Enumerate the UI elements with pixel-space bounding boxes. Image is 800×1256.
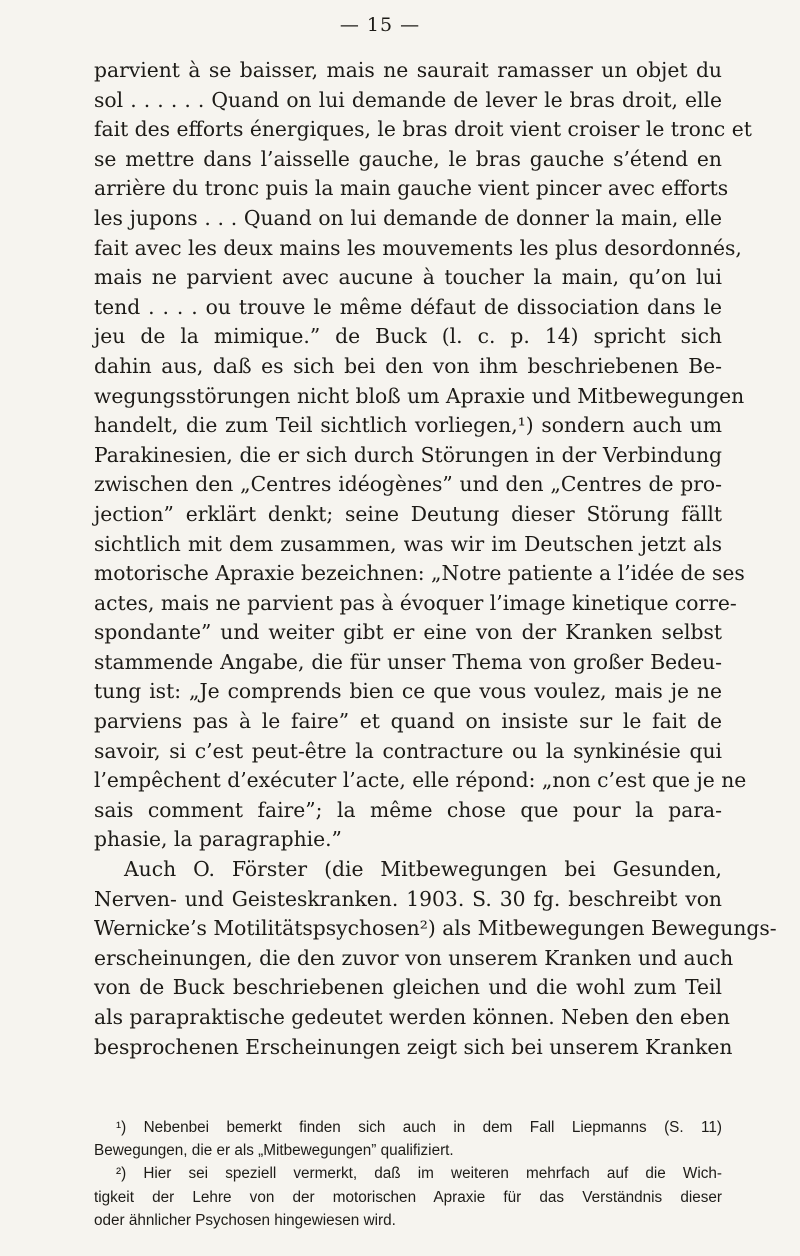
text-line: sais comment faire”; la même chose que pour la para- [94,797,722,822]
text-line: Wernicke’s Motilitätspsychosen²) als Mitbewegungen Bewegungs- [94,916,777,941]
text-line: phasie, la paragraphie.” [94,827,342,852]
text-line: zwischen den „Centres idéogènes” und den „Centres de pro- [94,472,722,497]
text-line: les jupons . . . Quand on lui demande de donner la main, elle [94,205,722,230]
text-line: besprochenen Erscheinungen zeigt sich bei unserem Kranken [94,1034,733,1059]
text-line: von de Buck beschriebenen gleichen und die wohl zum Teil [94,975,722,1000]
body-text [94,56,777,1062]
text-line: erscheinungen, die den zuvor von unserem Kranken und auch [94,945,734,970]
text-line: stammende Angabe, die für unser Thema von großer Bedeu- [94,649,722,674]
text-line: spondante” und weiter gibt er eine von der Kranken selbst [94,620,722,645]
text-line: jection” erklärt denkt; seine Deutung dieser Störung fällt [94,501,722,526]
text-line: Nerven- und Geisteskranken. 1903. S. 30 fg. beschreibt von [94,886,722,911]
text-line: tend . . . . ou trouve le même défaut de dissociation dans le [94,294,722,319]
text-line: motorische Apraxie bezeichnen: „Notre patiente a l’idée de ses [94,561,745,586]
text-line: Parakinesien, die er sich durch Störungen in der Verbindung [94,442,722,467]
footnote-line: ¹) Nebenbei bemerkt finden sich auch in dem Fall Liepmanns (S. 11) [116,1119,722,1136]
text-line: sichtlich mit dem zusammen, was wir im Deutschen jetzt als [94,531,722,556]
text-line: mais ne parvient avec aucune à toucher la main, qu’on lui [94,265,722,290]
text-line: wegungsstörungen nicht bloß um Apraxie und Mitbewegungen [94,383,745,408]
footnote-line: oder ähnlicher Psychosen hingewiesen wird. [94,1211,396,1229]
footnote-line: Bewegungen, die er als „Mitbewegungen” qualifiziert. [94,1142,454,1160]
text-line: handelt, die zum Teil sichtlich vorliegen,¹) sondern auch um [94,413,722,438]
text-line: als parapraktische gedeutet werden können. Neben den eben [94,1005,730,1029]
text-line: fait avec les deux mains les mouvements les plus desordonnés, [94,235,742,260]
text-line: sol . . . . . . Quand on lui demande de lever le bras droit, elle [94,87,722,112]
text-line: parviens pas à le faire” et quand on insiste sur le fait de [94,709,722,734]
text-line: arrière du tronc puis la main gauche vient pincer avec efforts [94,176,729,201]
text-line: jeu de la mimique.” de Buck (l. c. p. 14) spricht sich [94,324,722,349]
text-line: parvient à se baisser, mais ne saurait ramasser un objet du [94,58,722,82]
text-line: fait des efforts énergiques, le bras droit vient croiser le tronc et [94,117,752,142]
text-line: l’empêchent d’exécuter l’acte, elle répond: „non c’est que je ne [94,768,747,793]
footnotes [94,1116,722,1232]
text-line: tung ist: „Je comprends bien ce que vous voulez, mais je ne [94,679,722,704]
text-line: savoir, si c’est peut-être la contracture ou la synkinésie qui [94,738,722,763]
text-line: actes, mais ne parvient pas à évoquer l’image kinetique corre- [94,590,737,615]
page-number: — 15 — [339,14,421,36]
footnote-line: tigkeit der Lehre von der motorischen Apraxie für das Verständnis dieser [94,1188,722,1206]
text-line: se mettre dans l’aisselle gauche, le bras gauche s’étend en [94,146,722,171]
footnote-line: ²) Hier sei speziell vermerkt, daß im weiteren mehrfach auf die Wich- [116,1165,722,1183]
text-line: Auch O. Förster (die Mitbewegungen bei Gesunden, [124,857,722,882]
text-line: dahin aus, daß es sich bei den von ihm beschriebenen Be- [94,353,722,378]
